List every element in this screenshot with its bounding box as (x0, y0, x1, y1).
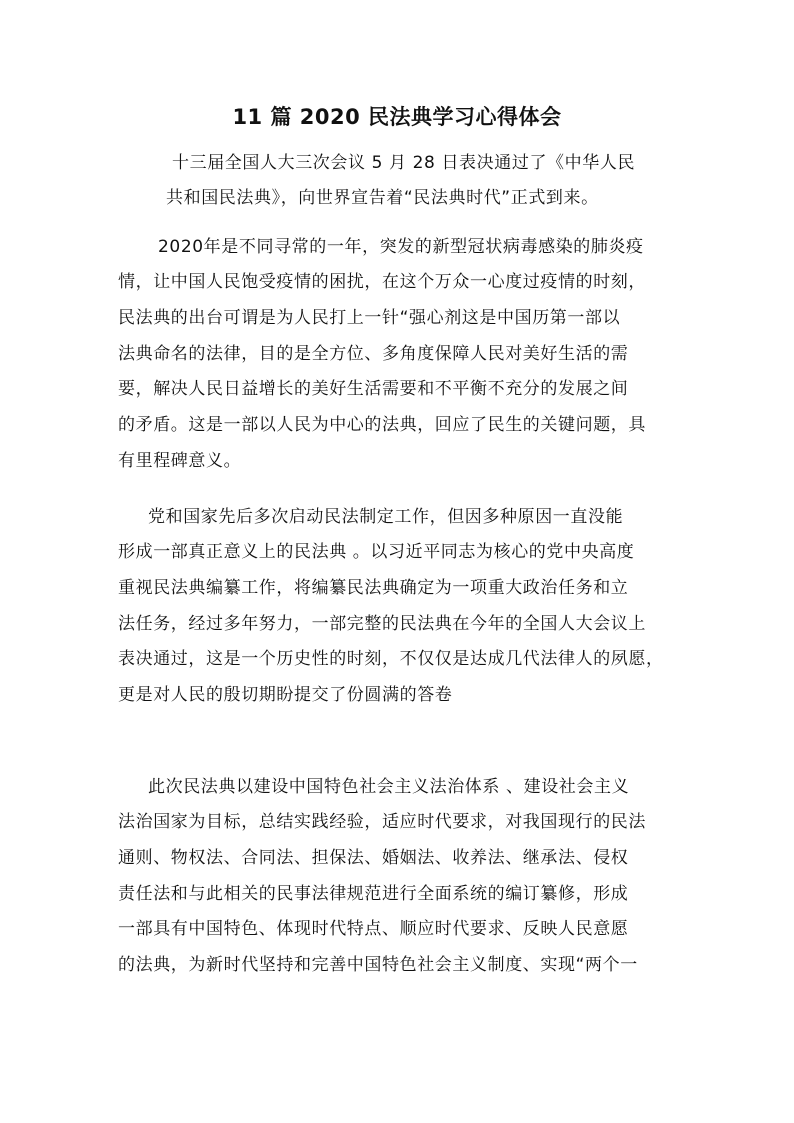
paragraph-3-line-5: 一部具有中国特色、体现时代特点、顺应时代要求、反映人民意愿 (118, 919, 629, 939)
paragraph-1-line-5: 要，解决人民日益增长的美好生活需要和不平衡不充分的发展之间 (118, 379, 629, 399)
paragraph-1-line-7: 有里程碑意义。 (118, 451, 242, 471)
paragraph-2-line-2: 形成一部真正意义上的民法典 。以习近平同志为核心的党中央高度 (118, 542, 635, 562)
paragraph-1-line-6: 的矛盾。这是一部以人民为中心的法典，回应了民生的关键问题，具 (118, 415, 646, 435)
paragraph-2-line-6: 更是对人民的殷切期盼提交了份圆满的答卷 (118, 685, 453, 705)
document-title: 11 篇 2020 民法典学习心得体会 (232, 105, 562, 129)
paragraph-1-line-4: 法典命名的法律，目的是全方位、多角度保障人民对美好生活的需 (118, 344, 629, 364)
paragraph-3-line-2: 法治国家为目标，总结实践经验，适应时代要求，对我国现行的民法 (118, 812, 646, 832)
paragraph-3-line-6: 的法典，为新时代坚持和完善中国特色社会主义制度、实现“两个一 (118, 955, 638, 975)
paragraph-1-line-3: 民法典的出台可谓是为人民打上一针“强心剂这是中国历第一部以 (118, 308, 621, 328)
paragraph-2-line-3: 重视民法典编纂工作，将编纂民法典确定为一项重大政治任务和立 (118, 578, 629, 598)
paragraph-2-line-5: 表决通过，这是一个历史性的时刻，不仅仅是达成几代法律人的夙愿， (118, 649, 664, 669)
paragraph-3-line-4: 责任法和与此相关的民事法律规范进行全面系统的编订纂修，形成 (118, 884, 629, 904)
paragraph-2-line-1: 党和国家先后多次启动民法制定工作，但因多种原因一直没能 (148, 507, 624, 527)
paragraph-1-line-2: 情，让中国人民饱受疫情的困扰，在这个万众一心度过疫情的时刻， (118, 272, 646, 292)
intro-line-1: 十三届全国人大三次会议 5 月 28 日表决通过了《中华人民 (172, 153, 636, 173)
intro-line-2: 共和国民法典》，向世界宣告着“民法典时代”正式到来。 (166, 188, 599, 208)
paragraph-1-line-1: 2020年是不同寻常的一年，突发的新型冠状病毒感染的肺炎疫 (158, 237, 644, 257)
paragraph-2-line-4: 法任务，经过多年努力，一部完整的民法典在今年的全国人大会议上 (118, 614, 646, 634)
paragraph-3-line-1: 此次民法典以建设中国特色社会主义法治体系 、建设社会主义 (148, 777, 630, 797)
paragraph-3-line-3: 通则、物权法、合同法、担保法、婚姻法、收养法、继承法、侵权 (118, 848, 629, 868)
